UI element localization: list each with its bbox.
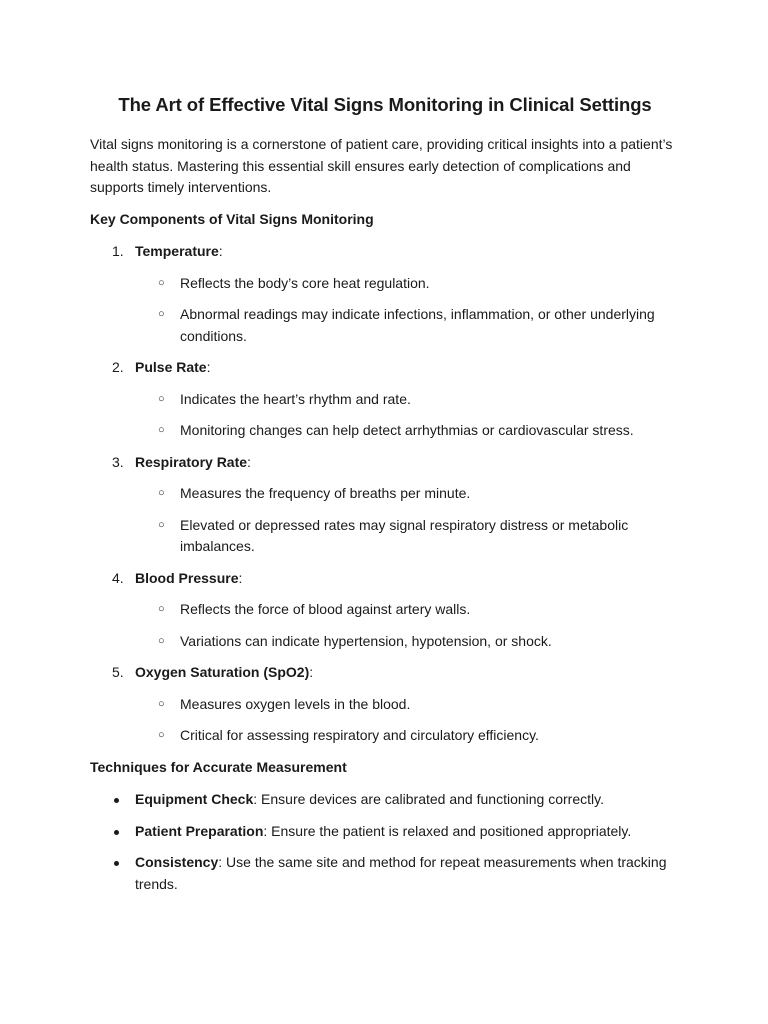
point-text: Reflects the body’s core heat regulation.	[180, 274, 430, 291]
component-name: Blood Pressure	[135, 569, 239, 586]
list-item	[90, 852, 680, 895]
bullet-icon	[114, 798, 119, 803]
techniques-list	[90, 789, 680, 895]
list-item	[135, 515, 680, 558]
technique-text: : Ensure devices are calibrated and functioning correctly.	[253, 791, 604, 807]
techniques-heading: Techniques for Accurate Measurement	[90, 758, 347, 775]
list-number: 3.	[112, 453, 124, 470]
circle-bullet-icon: ○	[158, 308, 165, 320]
technique-name: Consistency	[135, 854, 219, 870]
technique-name: Patient Preparation	[135, 822, 264, 839]
component-name: Respiratory Rate	[135, 453, 248, 470]
component-name: Pulse Rate	[135, 359, 207, 375]
circle-bullet-icon: ○	[158, 729, 165, 741]
point-text: Indicates the heart’s rhythm and rate.	[180, 390, 411, 407]
list-item	[135, 483, 680, 505]
bullet-icon	[114, 830, 119, 835]
list-item: 3. Respiratory Rate: ○ Measures the frequency of breaths per minute. ○ Elevated or depressed rates may signal respiratory distress or metabolic imbalances.	[90, 452, 680, 558]
point-text: Critical for assessing respiratory and circulatory efficiency.	[180, 727, 539, 743]
list-number: 1.	[112, 243, 124, 259]
bullet-icon	[114, 861, 119, 866]
component-name: Oxygen Saturation (SpO2)	[135, 664, 310, 680]
technique-text: : Use the same site and method for repeat measurements when tracking trends.	[135, 854, 667, 892]
list-item	[135, 725, 680, 747]
list-number: 4.	[112, 569, 124, 586]
circle-bullet-icon: ○	[158, 518, 165, 531]
point-text: Abnormal readings may indicate infections, inflammation, or other underlying conditions.	[180, 306, 655, 344]
circle-bullet-icon: ○	[158, 603, 165, 615]
list-item	[90, 821, 680, 843]
point-text: Monitoring changes can help detect arrhythmias or cardiovascular stress.	[180, 422, 634, 438]
document-title: The Art of Effective Vital Signs Monitoring in Clinical Settings	[118, 94, 652, 115]
sub-list	[135, 483, 680, 558]
document-page	[90, 92, 680, 905]
list-number: 5.	[112, 664, 124, 680]
list-item	[135, 694, 680, 716]
sub-list	[135, 694, 680, 747]
point-text: Variations can indicate hypertension, hypotension, or shock.	[180, 632, 552, 649]
point-text: Measures the frequency of breaths per minute.	[180, 485, 471, 501]
key-components-heading: Key Components of Vital Signs Monitoring	[90, 210, 374, 227]
circle-bullet-icon: ○	[158, 392, 165, 405]
list-item: 1. Temperature: ○ Reflects the body’s core heat regulation. ○ Abnormal readings may indicate infections, inflammation, or other underlying conditions.	[90, 241, 680, 347]
list-item	[135, 631, 680, 653]
technique-name: Equipment Check	[135, 791, 254, 807]
circle-bullet-icon: ○	[158, 276, 165, 289]
list-item	[135, 389, 680, 411]
list-number: 2.	[112, 359, 124, 375]
intro-paragraph: Vital signs monitoring is a cornerstone of patient care, providing critical insights into a patient’s health status. Mastering this essential skill ensures early detection of complications and supports timely interventions.	[90, 136, 673, 195]
technique-text: : Ensure the patient is relaxed and positioned appropriately.	[263, 822, 632, 839]
component-name: Temperature	[135, 243, 219, 259]
circle-bullet-icon: ○	[158, 487, 165, 499]
list-item	[135, 599, 680, 621]
list-item	[135, 273, 680, 295]
list-item	[135, 304, 680, 347]
components-list	[90, 241, 680, 747]
sub-list	[135, 273, 680, 348]
circle-bullet-icon: ○	[158, 634, 165, 647]
list-item: 2. Pulse Rate: ○ Indicates the heart’s rhythm and rate. ○ Monitoring changes can help detect arrhythmias or cardiovascular stress.	[90, 357, 680, 442]
sub-list	[135, 389, 680, 442]
list-item: 4. Blood Pressure: ○ Reflects the force of blood against artery walls. ○ Variations can indicate hypertension, hypotension, or shock.	[90, 568, 680, 653]
sub-list	[135, 599, 680, 652]
point-text: Reflects the force of blood against artery walls.	[180, 601, 471, 617]
list-item	[90, 789, 680, 811]
circle-bullet-icon: ○	[158, 697, 165, 710]
point-text: Elevated or depressed rates may signal respiratory distress or metabolic imbalances.	[180, 516, 629, 554]
circle-bullet-icon: ○	[158, 424, 165, 436]
list-item: 5. Oxygen Saturation (SpO2): ○ Measures oxygen levels in the blood. ○ Critical for assessing respiratory and circulatory efficiency.	[90, 662, 680, 747]
list-item	[135, 420, 680, 442]
point-text: Measures oxygen levels in the blood.	[180, 695, 411, 712]
